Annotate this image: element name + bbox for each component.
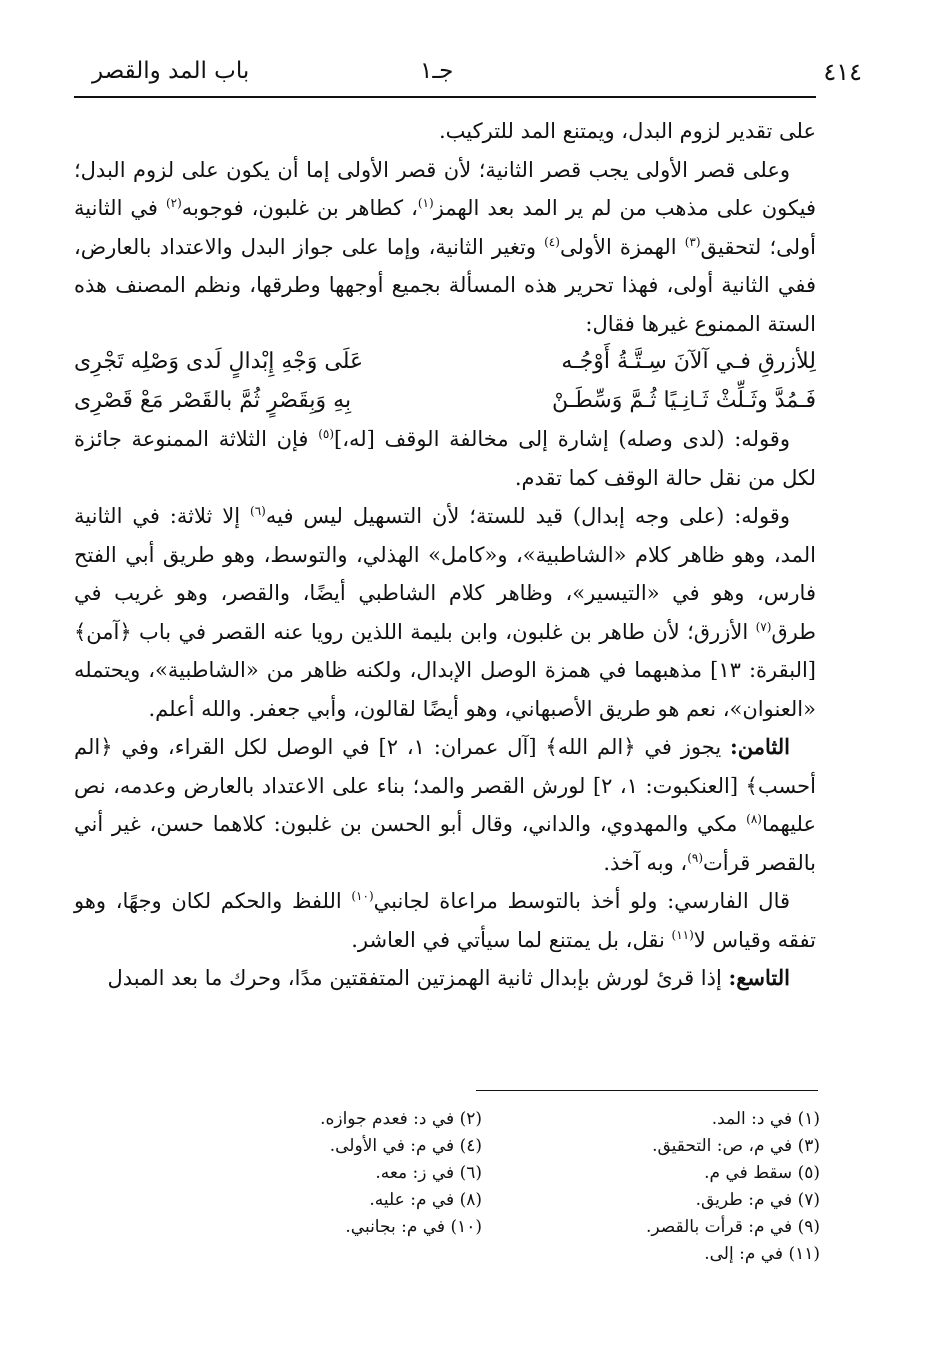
footnote: (٤) في م: في الأولى. [329, 1136, 482, 1156]
footnote: (٢) في د: فعدم جوازه. [320, 1109, 482, 1129]
footnote-ref: (١) [417, 196, 434, 210]
footnote-ref: (٦) [250, 504, 266, 518]
footnote-row [200, 1133, 820, 1160]
paragraph-2: وعلى قصر الأولى يجب قصر الثانية؛ لأن قصر الأولى إما أن يكون على لزوم البدل؛ فيكون على مذهب من لم ير المد بعد الهمز$^{(١)}$، كطاهر بن غلبون، فوجوبه$^{(٢)}$ في الثانية أولى؛ لتحقيق$^{(٣)}$ الهمزة الأولى$^{(٤)}$ وتغير الثانية، وإما على جواز البدل والاعتداد بالعارض، ففي الثانية أولى، فهذا تحرير هذه المسألة بجميع أوجهها وطرقها، ونظم المصنف هذه الستة الممنوع غيرها فقال: [74, 157, 817, 336]
poem-hemistich: عَلَى وَجْهِ إِبْدالٍ لَدى وَصْلِه تَجْرِى [74, 349, 364, 374]
footnote: (٥) سقط في م. [704, 1163, 820, 1183]
section-label: التاسع: [728, 965, 790, 990]
footnote: (٣) في م، ص: التحقيق. [652, 1136, 820, 1156]
footnote-ref: (٣) [684, 234, 701, 249]
header-divider [74, 96, 816, 98]
footnotes [200, 1106, 820, 1268]
footnote-row [200, 1106, 820, 1133]
poem-hemistich: بِهِ وَبِقَصْرٍ ثُمَّ بالقَصْر مَعْ قَصْرِى [74, 387, 352, 413]
footnote-ref: (٢) [165, 196, 182, 210]
main-text [74, 112, 816, 998]
footnote-ref: (٥) [318, 427, 335, 441]
footnote-ref: (٩) [687, 850, 704, 865]
footnote: (٨) في م: عليه. [369, 1190, 482, 1210]
footnote: (٩) في م: قرأت بالقصر. [645, 1217, 820, 1237]
footnote-row [200, 1187, 820, 1214]
paragraph-6: قال الفارسي: ولو أخذ بالتوسط مراعاة لجانبي$^{(١٠)}$ اللفظ والحكم لكان وجهًا، وهو تفقه وقياس لا$^{(١١)}$ نقل، بل يمتنع لما سيأتي في العاشر. [74, 889, 816, 952]
page-number: ٤١٤ [823, 58, 862, 86]
footnote-ref: (٤) [544, 234, 560, 249]
poem-hemistich: لِلأزرقِ فـي آلآنَ سِـتَّـةُ أَوْجُـه [561, 349, 816, 374]
footnote-ref: (٨) [746, 812, 762, 826]
footnote-row [200, 1241, 820, 1268]
paragraph-4: وقوله: (على وجه إبدال) قيد للستة؛ لأن التسهيل ليس فيه$^{(٦)}$ إلا ثلاثة: في الثانية المد، وهو ظاهر كلام «الشاطبية»، و«كامل» الهذلي، والتوسط، وهو طريق أبي الفتح فارس، وهو في «التيسير»، وظاهر كلام الشاطبي أيضًا، والقصر، وهو غريب في طرق$^{(٧)}$ الأزرق؛ لأن طاهر بن غلبون، وابن بليمة اللذين رويا عنه القصر في باب ﴿آمن﴾ [البقرة: ١٣] مذهبهما في همزة الوصل الإبدال، ولكنه ظاهر من «الشاطبية»، ويحتمله «العنوان»، نعم هو طريق الأصبهاني، وهو أيضًا لقالون، وأبي جعفر. والله أعلم. [74, 504, 816, 721]
footnote-ref: (٧) [755, 619, 772, 634]
paragraph-5: الثامن: يجوز في ﴿الم الله﴾ [آل عمران: ١، ٢] في الوصل لكل القراء، وفي ﴿الم أحسب﴾ [العنكبوت: ١، ٢] لورش القصر والمد؛ بناء على الاعتداد بالعارض وعدمه، نص عليهما$^{(٨)}$ مكي والمهدوي، والداني، وقال أبو الحسن بن غلبون: كلاهما حسن، غير أني بالقصر قرأت$^{(٩)}$، وبه آخذ. [74, 734, 816, 875]
poem-line-1 [74, 343, 816, 382]
footnote-ref: (١١) [671, 927, 694, 942]
footnote-ref: (١٠) [351, 889, 374, 903]
footnote [202, 1241, 482, 1268]
footnote-row [200, 1214, 820, 1241]
paragraph-3: وقوله: (لدى وصله) إشارة إلى مخالفة الوقف [له،]$^{(٥)}$ فإن الثلاثة الممنوعة جائزة لكل من نقل حالة الوقف كما تقدم. [74, 427, 816, 490]
footnote: (١٠) في م: بجانبي. [345, 1217, 482, 1237]
footnote-row [200, 1160, 820, 1187]
footnote: (١١) في م: إلى. [704, 1244, 820, 1264]
poem-block [74, 343, 816, 420]
footnote: (١) في د: المد. [711, 1109, 820, 1129]
footnote: (٦) في ز: معه. [375, 1163, 482, 1183]
volume-label: جـ١ [420, 58, 454, 84]
chapter-title: باب المد والقصر [92, 58, 250, 84]
footnote: (٧) في م: طريق. [695, 1190, 820, 1210]
section-label: الثامن: [730, 734, 790, 759]
poem-line-2 [74, 382, 816, 421]
poem-hemistich: فَـمُدَّ وثَـلِّثْ ثَـانِـيًا ثُـمَّ وَسِّطَـنْ [552, 387, 816, 413]
footnote-divider [476, 1090, 818, 1091]
paragraph-7: التاسع: إذا قرئ لورش بإبدال ثانية الهمزتين المتفقتين مدًا، وحرك ما بعد المبدل [107, 965, 790, 990]
paragraph-1: على تقدير لزوم البدل، ويمتنع المد للتركيب. [439, 119, 816, 143]
